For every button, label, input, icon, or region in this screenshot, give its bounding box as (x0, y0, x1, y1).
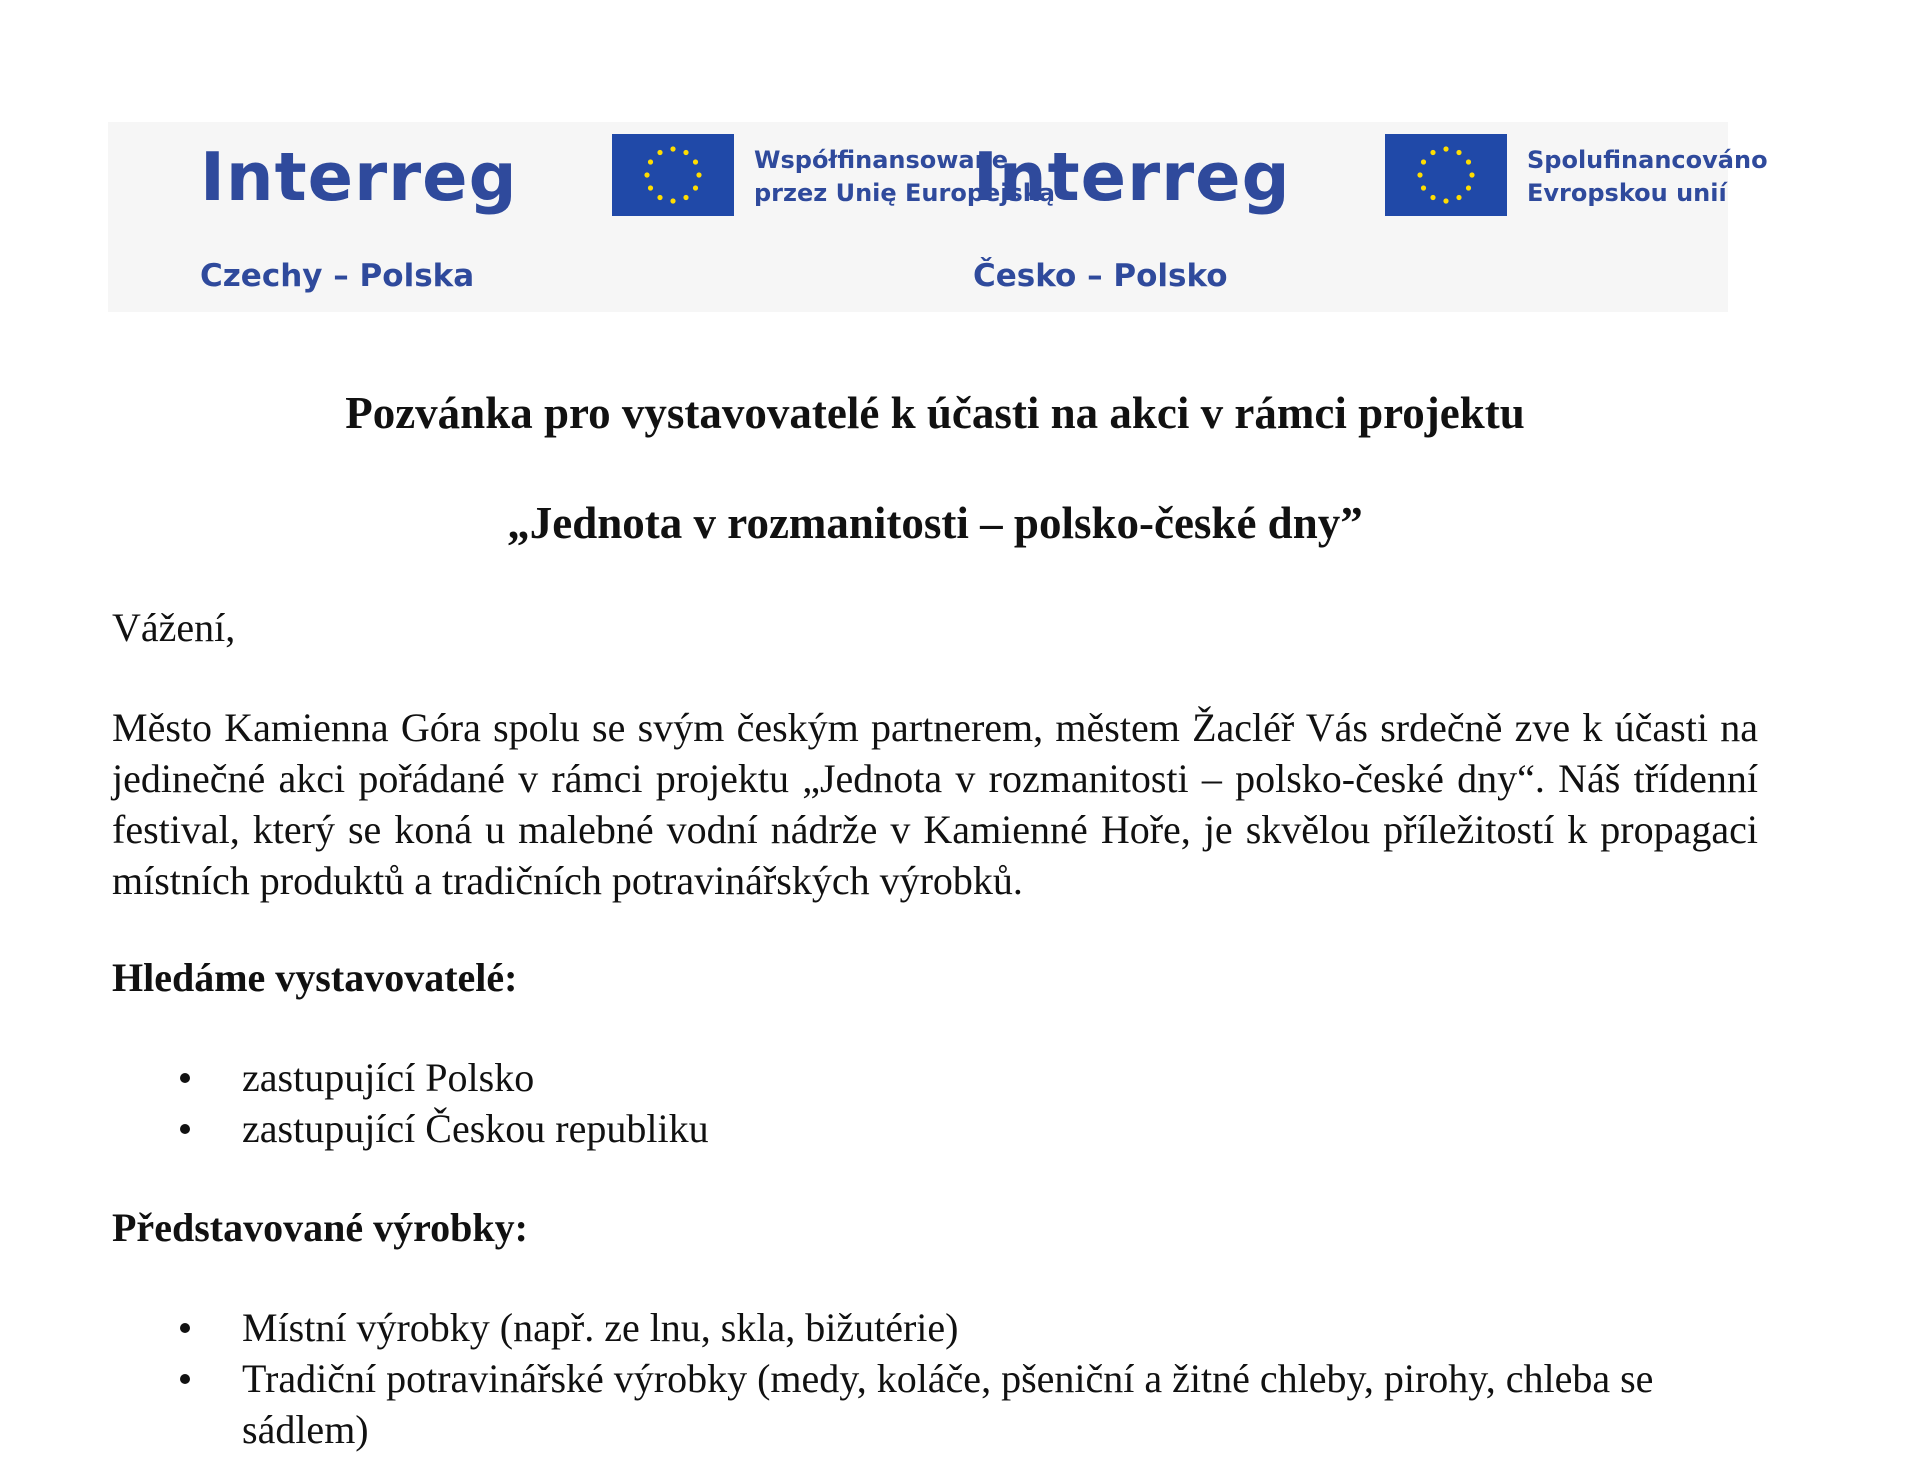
eu-star (648, 185, 653, 190)
eu-star (1430, 195, 1435, 200)
eu-star (657, 195, 662, 200)
eu-star (693, 185, 698, 190)
eu-star (1466, 159, 1471, 164)
interreg-wordmark: Interreg (973, 138, 1291, 216)
list-item (0, 1052, 1742, 1103)
exhibitors-heading: Hledáme vystavovatelé: (112, 955, 518, 1000)
list-item-text: Místní výrobky (např. ze lnu, skla, bižutérie) (242, 1305, 959, 1350)
eu-star (648, 159, 653, 164)
logo-banner (108, 122, 1768, 312)
program-name: Czechy – Polska (200, 258, 475, 294)
eu-flag-icon (1385, 134, 1507, 216)
greeting: Vážení, (112, 605, 236, 650)
cofinance-line-2: przez Unię Europejską (754, 179, 1055, 207)
eu-star (1443, 198, 1448, 203)
cofinance-line-1: Spolufinancováno (1527, 146, 1768, 174)
eu-flag-icon (612, 134, 734, 216)
document-title-line-1: Pozvánka pro vystavovatelé k účasti na akci v rámci projektu (345, 388, 1525, 438)
eu-star (1421, 185, 1426, 190)
bullet-icon (180, 1374, 190, 1384)
list-item-text: Tradiční potravinářské výrobky (medy, koláče, pšeniční a žitné chleby, pirohy, chleba se sádlem) (242, 1356, 1654, 1452)
eu-star (1469, 172, 1474, 177)
products-list (0, 1302, 1742, 1455)
eu-star (696, 172, 701, 177)
cofinance-line-2: Evropskou unií (1527, 179, 1727, 207)
eu-star (1456, 195, 1461, 200)
eu-star (670, 146, 675, 151)
bullet-icon (180, 1124, 190, 1134)
list-item (0, 1302, 1742, 1353)
cofinance-line-1: Współfinansowane (754, 146, 1008, 174)
eu-star (683, 195, 688, 200)
eu-star (644, 172, 649, 177)
eu-star (1417, 172, 1422, 177)
list-item (0, 1353, 1742, 1455)
cofinance-label (1527, 144, 1768, 210)
interreg-wordmark: Interreg (200, 138, 518, 216)
eu-star (1430, 150, 1435, 155)
eu-star (1466, 185, 1471, 190)
bullet-icon (180, 1073, 190, 1083)
list-item-text: zastupující Českou republiku (242, 1106, 709, 1151)
list-item (0, 1103, 1742, 1154)
eu-star (657, 150, 662, 155)
eu-star (683, 150, 688, 155)
list-item-text: zastupující Polsko (242, 1055, 535, 1100)
eu-star (1443, 146, 1448, 151)
exhibitors-list (0, 1052, 1742, 1154)
bullet-icon (180, 1323, 190, 1333)
program-name: Česko – Polsko (973, 258, 1228, 294)
intro-paragraph: Město Kamienna Góra spolu se svým českým partnerem, městem Žacléř Vás srdečně zve k účasti na jedinečné akci pořádané v rámci projektu „Jednota v rozmanitosti – polsko-české dny“. Náš třídenní festival, který se koná u malebné vodní nádrže v Kamienné Hoře, je skvělou příležitostí k propagaci místních produktů a tradičních potravinářských výrobků. (112, 705, 1758, 903)
eu-star (670, 198, 675, 203)
eu-star (1421, 159, 1426, 164)
eu-star (693, 159, 698, 164)
eu-star (1456, 150, 1461, 155)
products-heading: Představované výrobky: (112, 1205, 528, 1250)
document-title-line-2: „Jednota v rozmanitosti – polsko-české dny” (507, 498, 1363, 548)
